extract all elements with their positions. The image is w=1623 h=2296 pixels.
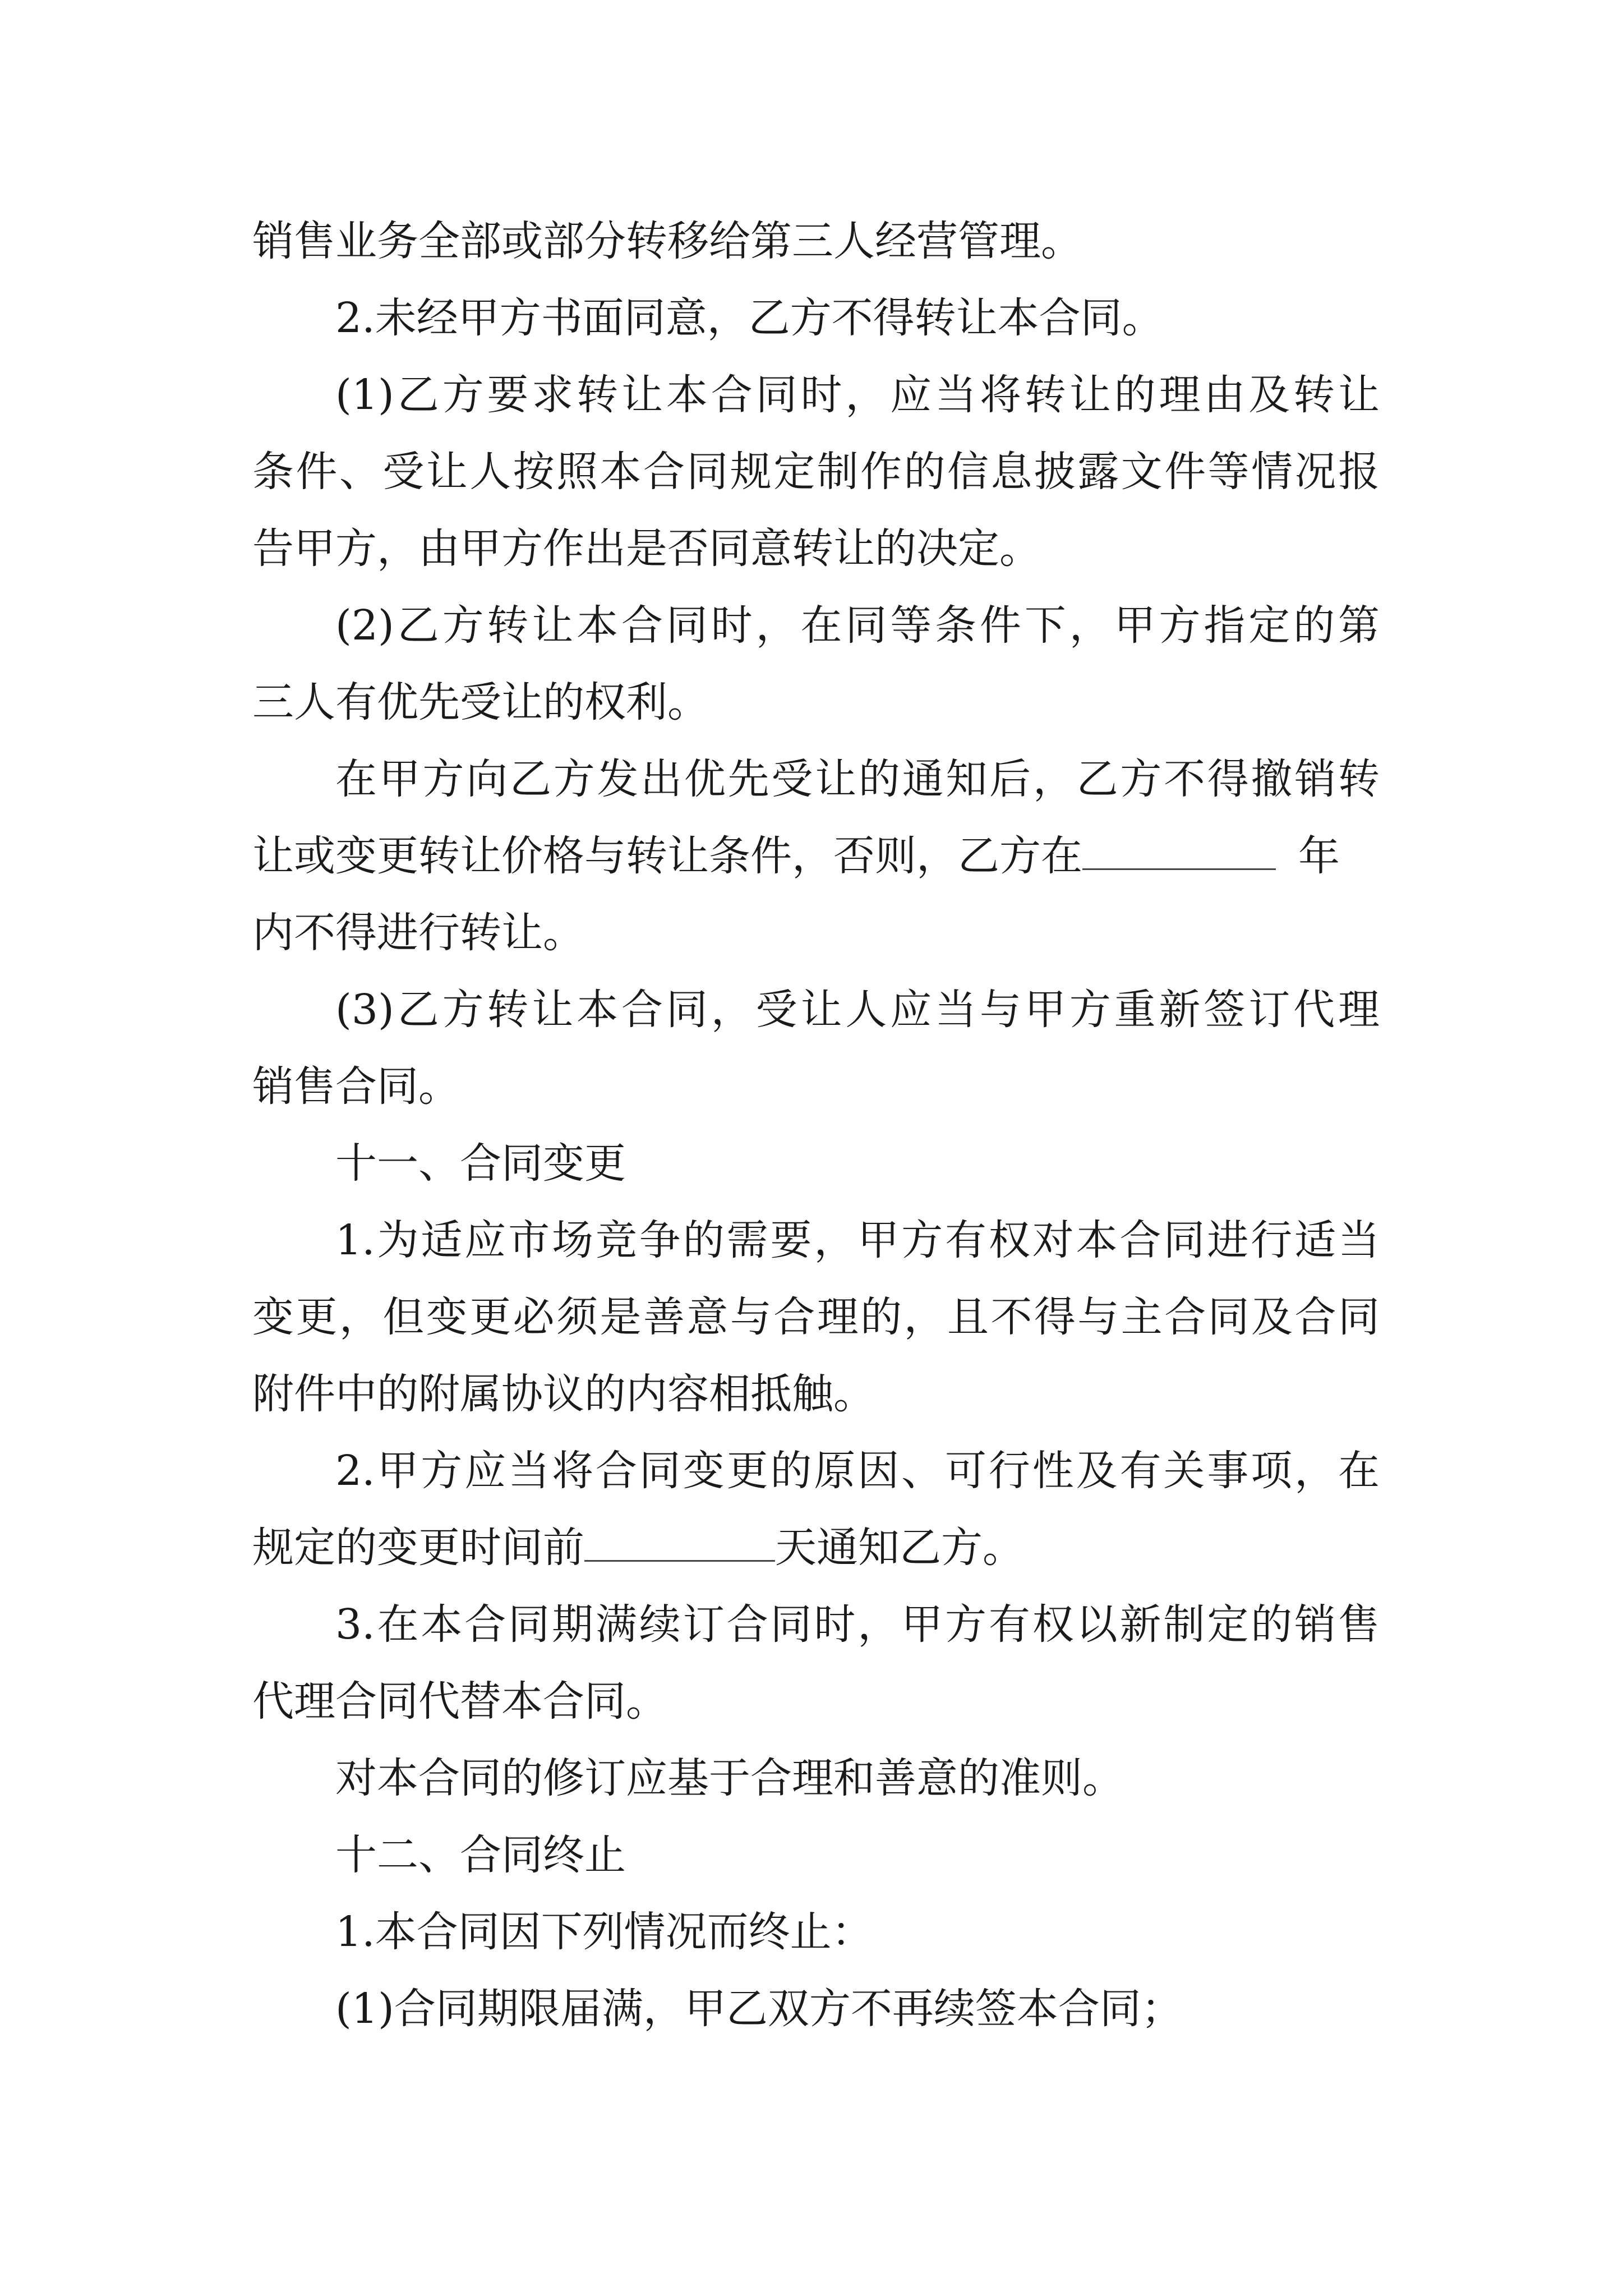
- text-line: 1.为适应市场竞争的需要，甲方有权对本合同进行适当: [335, 1216, 1380, 1264]
- text-line: 代理合同代替本合同。: [252, 1677, 667, 1726]
- text-line: 变更，但变更必须是善意与合理的，且不得与主合同及合同: [252, 1293, 1380, 1341]
- text-fragment: 让或变更转让价格与转让条件，否则，乙方在: [252, 832, 1082, 880]
- text-line: 1.本合同因下列情况而终止：: [335, 1908, 873, 1956]
- text-fragment: 天通知乙方。: [775, 1524, 1024, 1572]
- text-line: 条件、受让人按照本合同规定制作的信息披露文件等情况报: [252, 448, 1380, 496]
- text-line: 内不得进行转让。: [252, 909, 584, 957]
- section-heading: 十一、合同变更: [335, 1139, 626, 1188]
- section-heading: 十二、合同终止: [335, 1831, 626, 1879]
- fill-in-blank-years[interactable]: [1082, 829, 1276, 870]
- text-line: 销售合同。: [252, 1062, 460, 1111]
- text-line: (2)乙方转让本合同时，在同等条件下，甲方指定的第: [335, 601, 1380, 650]
- text-line: 告甲方，由甲方作出是否同意转让的决定。: [252, 524, 1041, 573]
- text-line: 三人有优先受让的权利。: [252, 678, 709, 726]
- text-line-with-blank: [252, 828, 1380, 884]
- text-line: 3.在本合同期满续订合同时，甲方有权以新制定的销售: [335, 1600, 1380, 1649]
- text-line: 附件中的附属协议的内容相抵触。: [252, 1370, 875, 1418]
- text-fragment: 年: [1298, 832, 1340, 880]
- text-line: 对本合同的修订应基于合理和善意的准则。: [335, 1754, 1124, 1802]
- text-line-with-blank: [252, 1520, 1380, 1576]
- fill-in-blank-days[interactable]: [584, 1521, 775, 1562]
- text-line: (3)乙方转让本合同，受让人应当与甲方重新签订代理: [335, 986, 1380, 1034]
- text-line: (1)乙方要求转让本合同时，应当将转让的理由及转让: [335, 371, 1380, 419]
- text-line: 2.未经甲方书面同意，乙方不得转让本合同。: [335, 294, 1164, 342]
- text-line: (1)合同期限届满，甲乙双方不再续签本合同；: [335, 1985, 1183, 2033]
- text-line: 在甲方向乙方发出优先受让的通知后，乙方不得撤销转: [335, 755, 1380, 803]
- text-line: 2.甲方应当将合同变更的原因、可行性及有关事项，在: [335, 1447, 1380, 1495]
- text-fragment: 规定的变更时间前: [252, 1524, 584, 1572]
- text-line: 销售业务全部或部分转移给第三人经营管理。: [252, 217, 1082, 265]
